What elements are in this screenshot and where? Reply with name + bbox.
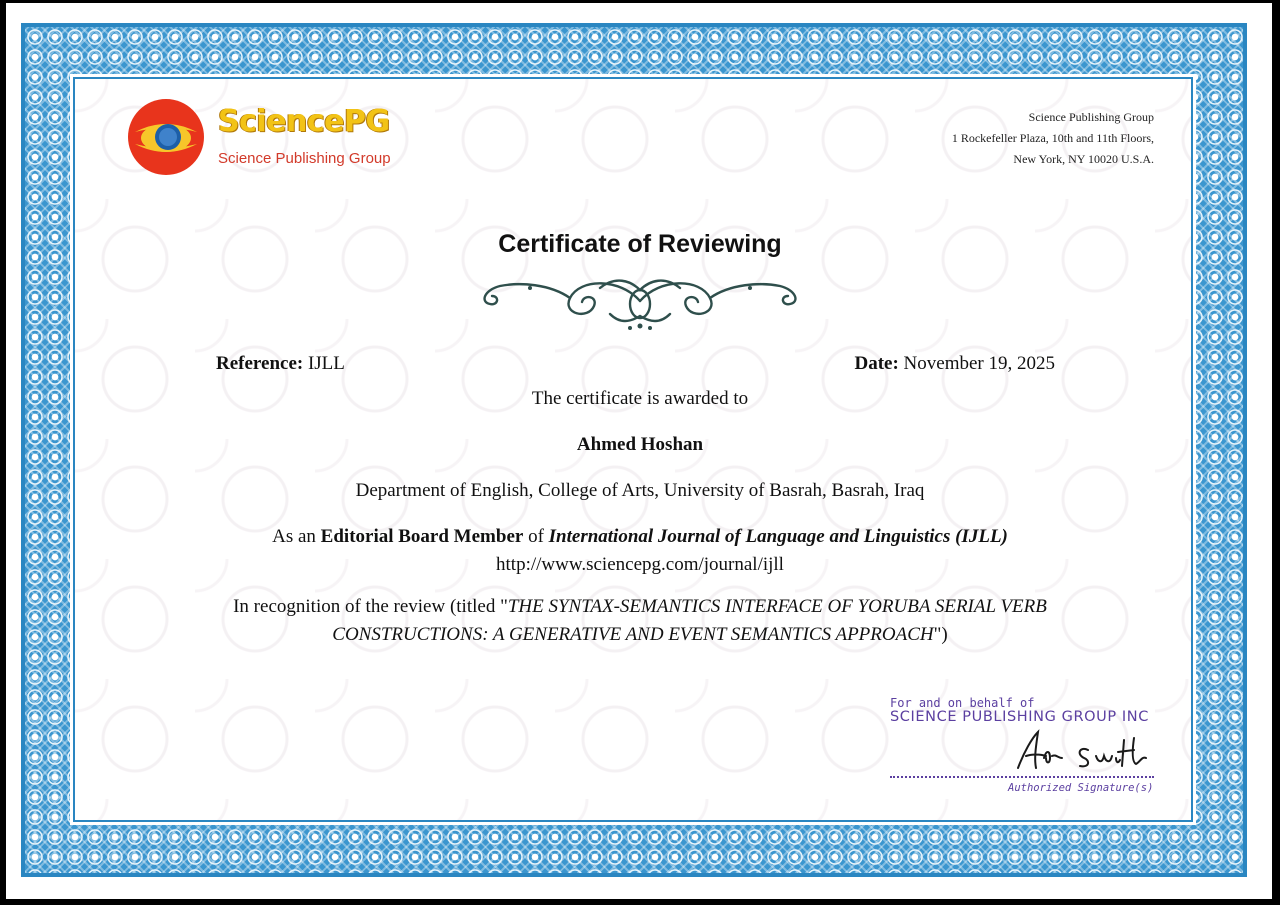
reference-label: Reference: bbox=[216, 353, 304, 374]
recognition-line-2 bbox=[0, 624, 1280, 646]
review-title-2: CONSTRUCTIONS: A GENERATIVE AND EVENT SEMANTICS APPROACH bbox=[332, 624, 934, 645]
stamp-company: SCIENCE PUBLISHING GROUP INC bbox=[890, 709, 1149, 725]
date-value: November 19, 2025 bbox=[903, 353, 1055, 374]
role-position: Editorial Board Member bbox=[320, 526, 524, 547]
recognition-suffix: ") bbox=[933, 624, 948, 645]
address-line: New York, NY 10020 U.S.A. bbox=[1013, 152, 1154, 166]
role-of: of bbox=[528, 526, 544, 547]
stamp-for-text: For and on behalf of bbox=[890, 696, 1035, 710]
logo-wordmark: SciencePG bbox=[218, 104, 390, 139]
review-title-1: THE SYNTAX-SEMANTICS INTERFACE OF YORUBA SERIAL VERB bbox=[507, 596, 1047, 617]
recognition-prefix: In recognition of the review (titled " bbox=[233, 596, 508, 617]
role-prefix: As an bbox=[272, 526, 316, 547]
recognition-line-1 bbox=[0, 596, 1280, 618]
publisher-address bbox=[814, 107, 1154, 170]
journal-name: International Journal of Language and Linguistics (IJLL) bbox=[548, 526, 1008, 547]
reference bbox=[216, 353, 345, 375]
logo-subtitle: Science Publishing Group bbox=[218, 150, 391, 167]
recipient-name: Ahmed Hoshan bbox=[576, 434, 704, 455]
recipient-affiliation: Department of English, College of Arts, University of Basrah, Basrah, Iraq bbox=[355, 480, 925, 501]
address-line: Science Publishing Group bbox=[1028, 110, 1154, 124]
reference-value: IJLL bbox=[307, 353, 345, 374]
scroll-ornament-icon bbox=[470, 268, 810, 334]
awarded-text: The certificate is awarded to bbox=[531, 388, 749, 409]
issue-date bbox=[854, 353, 1055, 375]
journal-url: http://www.sciencepg.com/journal/ijll bbox=[496, 554, 784, 575]
handwritten-signature-icon bbox=[1010, 728, 1150, 774]
authorized-signature-label: Authorized Signature(s) bbox=[1008, 782, 1154, 794]
date-label: Date: bbox=[854, 353, 899, 374]
certificate-title: Certificate of Reviewing bbox=[498, 230, 782, 258]
address-line: 1 Rockefeller Plaza, 10th and 11th Floors, bbox=[951, 131, 1154, 145]
role-line bbox=[0, 526, 1280, 548]
signature-line bbox=[890, 776, 1154, 778]
sciencepg-logo-icon bbox=[127, 98, 205, 176]
